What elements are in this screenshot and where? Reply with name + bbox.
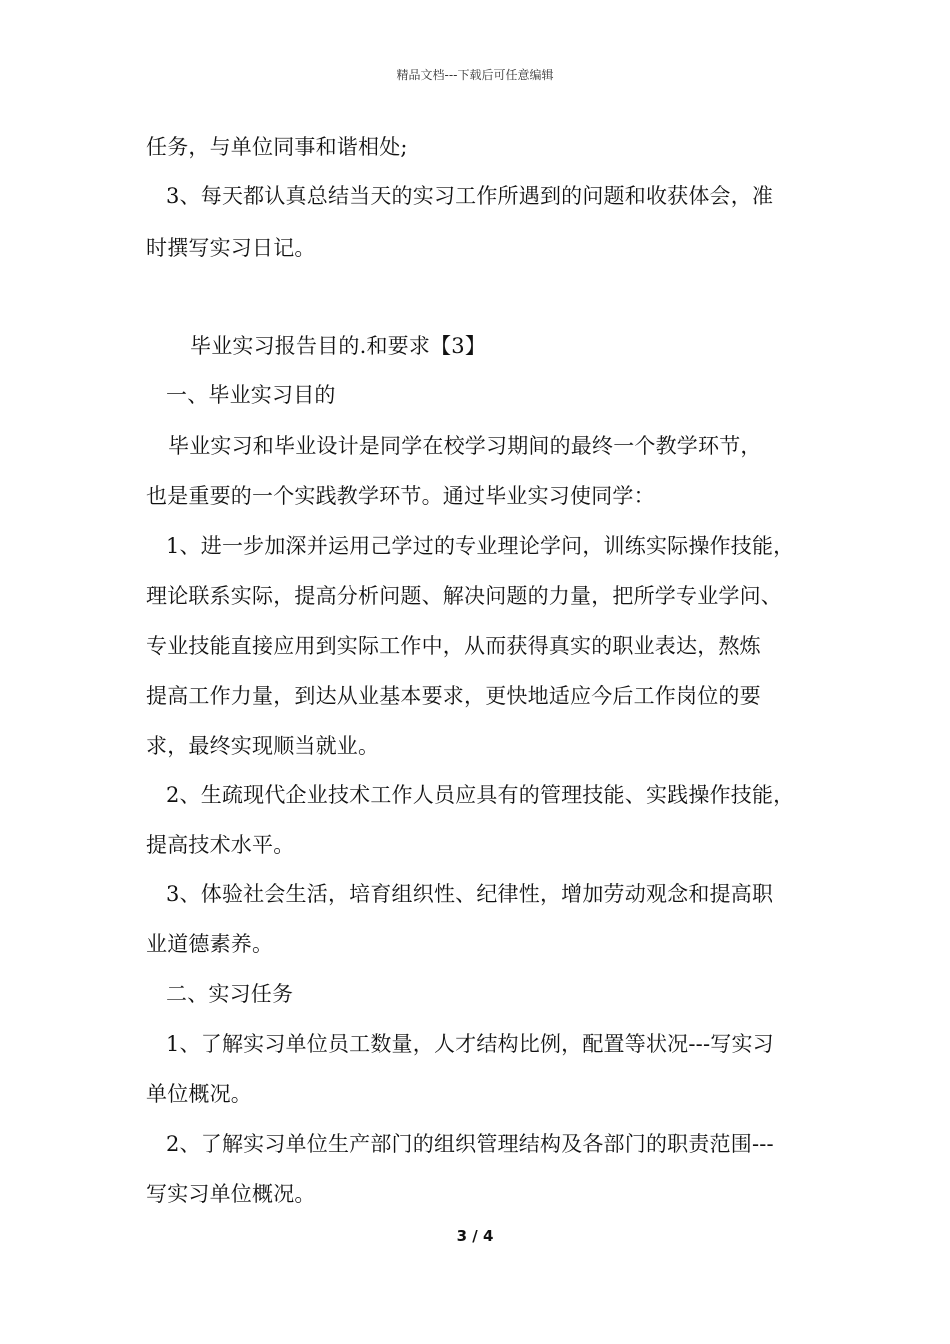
body-line: 3、每天都认真总结当天的实习工作所遇到的问题和收获体会，准: [166, 184, 774, 208]
body-line: 单位概况。: [146, 1082, 252, 1106]
body-line: 1、了解实习单位员工数量，人才结构比例，配置等状况---写实习: [166, 1032, 774, 1056]
body-line: 2、了解实习单位生产部门的组织管理结构及各部门的职责范围---: [166, 1132, 774, 1156]
body-line: 2、生疏现代企业技术工作人员应具有的管理技能、实践操作技能，: [166, 783, 795, 807]
section-heading: 毕业实习报告目的.和要求【3】: [190, 334, 487, 358]
page-number: 3 / 4: [456, 1227, 494, 1245]
body-line: 毕业实习和毕业设计是同学在校学习期间的最终一个教学环节，: [168, 434, 762, 458]
body-line: 提高技术水平。: [146, 833, 295, 857]
body-line: 理论联系实际，提高分析问题、解决问题的力量，把所学专业学问、: [146, 584, 782, 608]
body-line: 专业技能直接应用到实际工作中，从而获得真实的职业表达，熬炼: [146, 634, 761, 658]
body-line: 业道德素养。: [146, 932, 274, 956]
body-line: 求，最终实现顺当就业。: [146, 734, 380, 758]
body-line: 3、体验社会生活，培育组织性、纪律性，增加劳动观念和提高职: [166, 882, 774, 906]
subsection-heading: 二、实习任务: [166, 982, 294, 1006]
body-line: 提高工作力量，到达从业基本要求，更快地适应今后工作岗位的要: [146, 684, 761, 708]
body-line: 任务，与单位同事和谐相处;: [146, 135, 408, 159]
body-line: 1、进一步加深并运用己学过的专业理论学问，训练实际操作技能，: [166, 534, 795, 558]
page-header: 精品文档---下载后可任意编辑: [396, 68, 554, 82]
body-line: 写实习单位概况。: [146, 1182, 316, 1206]
body-line: 时撰写实习日记。: [146, 236, 316, 260]
subsection-heading: 一、毕业实习目的: [166, 383, 336, 407]
body-line: 也是重要的一个实践教学环节。通过毕业实习使同学：: [146, 484, 655, 508]
